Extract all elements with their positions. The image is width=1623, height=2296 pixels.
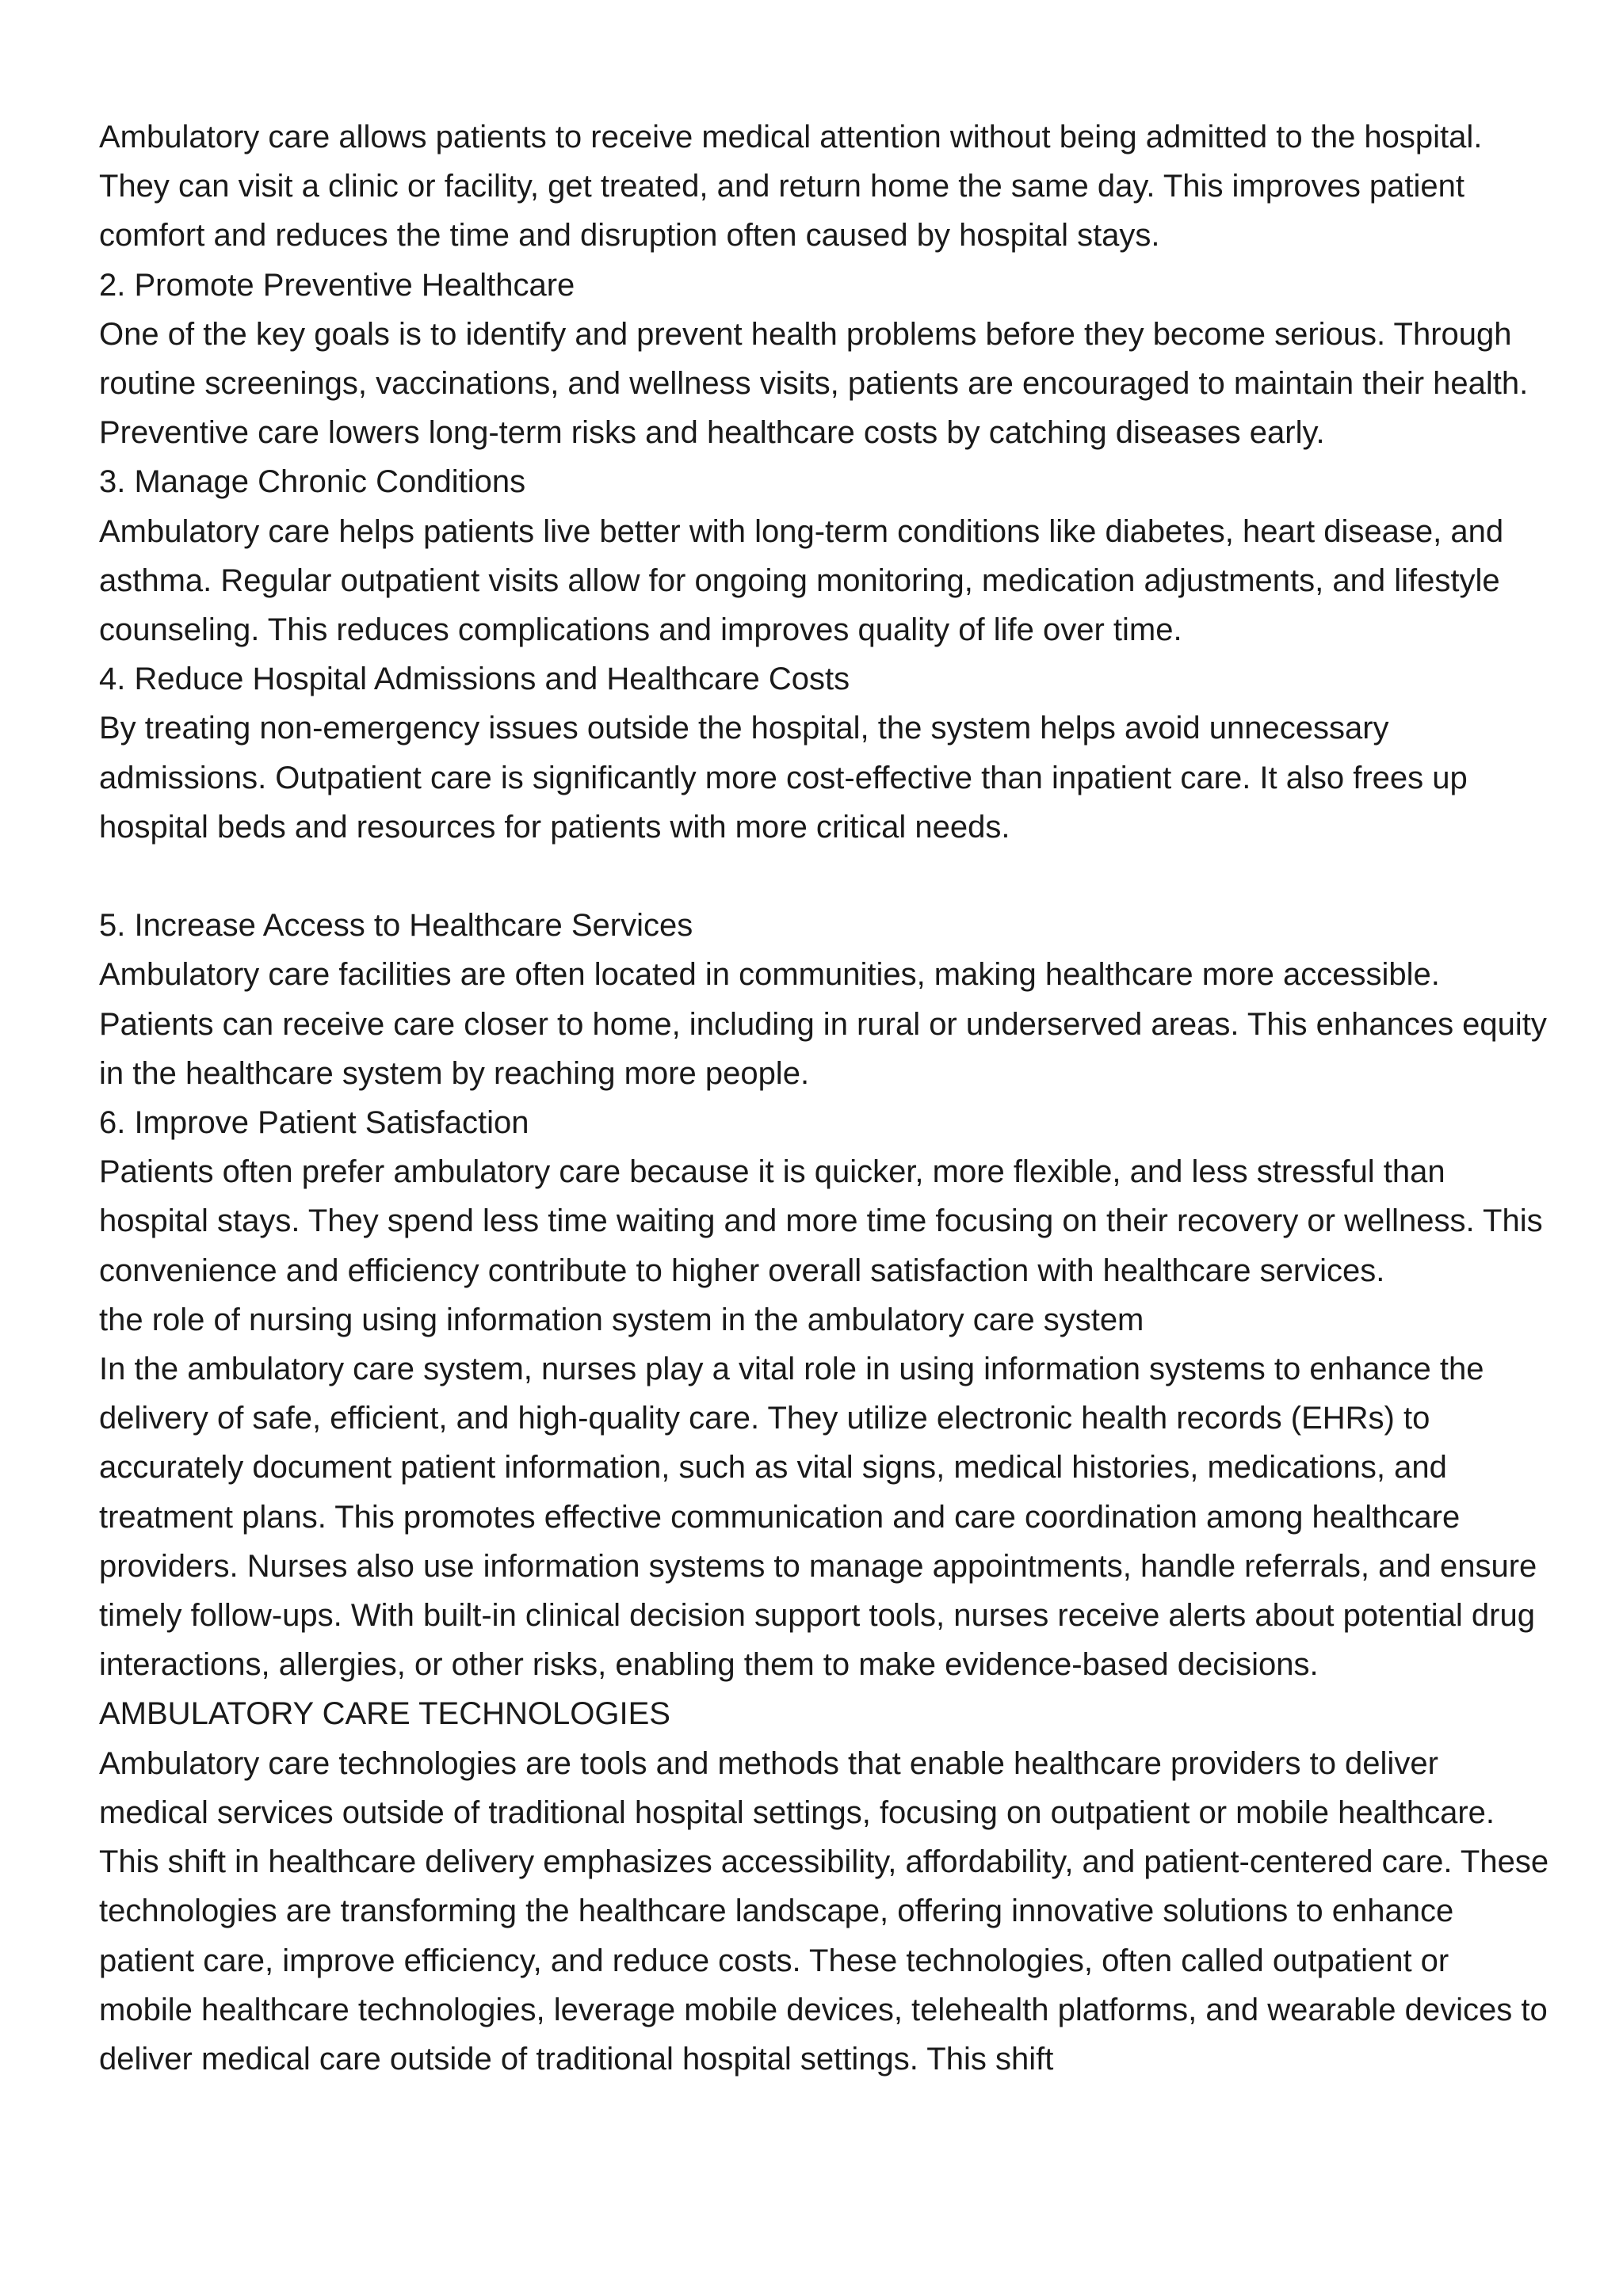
paragraph-patient-satisfaction: Patients often prefer ambulatory care because it is quicker, more flexible, and less stressful than hospital stays. They spend less time waiting and more time focusing on their recovery or wellness. This convenience and efficiency contribute to higher overall satisfaction with healthcare services.	[99, 1154, 1543, 1288]
paragraph-care-technologies: Ambulatory care technologies are tools and methods that enable healthcare providers to deliver medical services outside of traditional hospital settings, focusing on outpatient or mobile healthcare. This shift in healthcare delivery emphasizes accessibility, affordability, and patient-centered care. These technologies are transforming the healthcare landscape, offering innovative solutions to enhance patient care, improve efficiency, and reduce costs. These technologies, often called outpatient or mobile healthcare technologies, leverage mobile devices, telehealth platforms, and wearable devices to deliver medical care outside of traditional hospital settings. This shift	[99, 1745, 1549, 2077]
paragraph-preventive-healthcare: One of the key goals is to identify and prevent health problems before they become serious. Through routine screenings, vaccinations, and wellness visits, patients are encouraged to maintain their health. Preventive care lowers long-term risks and healthcare costs by catching diseases early.	[99, 316, 1529, 451]
paragraph-ambulatory-intro: Ambulatory care allows patients to receive medical attention without being admitted to the hospital. They can visit a clinic or facility, get treated, and return home the same day. This improves patient comfort and reduces the time and disruption often caused by hospital stays.	[99, 120, 1483, 254]
paragraph-increase-access: Ambulatory care facilities are often located in communities, making healthcare more accessible. Patients can receive care closer to home, including in rural or underserved areas. This enhances equity in the healthcare system by reaching more people.	[99, 957, 1547, 1091]
heading-nursing-role: the role of nursing using information system in the ambulatory care system	[99, 1302, 1144, 1337]
document-body	[99, 113, 1549, 2084]
heading-preventive-healthcare: 2. Promote Preventive Healthcare	[99, 267, 575, 303]
heading-reduce-admissions: 4. Reduce Hospital Admissions and Healthcare Costs	[99, 662, 850, 697]
heading-care-technologies: AMBULATORY CARE TECHNOLOGIES	[99, 1696, 670, 1732]
heading-increase-access: 5. Increase Access to Healthcare Services	[99, 908, 693, 944]
blank-line	[99, 852, 1549, 901]
heading-patient-satisfaction: 6. Improve Patient Satisfaction	[99, 1105, 529, 1141]
paragraph-nursing-role: In the ambulatory care system, nurses play a vital role in using information systems to enhance the delivery of safe, efficient, and high-quality care. They utilize electronic health records (EHRs) to accurately document patient information, such as vital signs, medical histories, medications, and treatment plans. This promotes effective communication and care coordination among healthcare providers. Nurses also use information systems to manage appointments, handle referrals, and ensure timely follow-ups. With built-in clinical decision support tools, nurses receive alerts about potential drug interactions, allergies, or other risks, enabling them to make evidence-based decisions.	[99, 1352, 1537, 1683]
paragraph-chronic-conditions: Ambulatory care helps patients live better with long-term conditions like diabetes, heart disease, and asthma. Regular outpatient visits allow for ongoing monitoring, medication adjustments, and lifestyle counseling. This reduces complications and improves quality of life over time.	[99, 513, 1504, 648]
heading-chronic-conditions: 3. Manage Chronic Conditions	[99, 464, 526, 500]
paragraph-reduce-admissions: By treating non-emergency issues outside the hospital, the system helps avoid unnecessary admissions. Outpatient care is significantly more cost-effective than inpatient care. It also frees up hospital beds and resources for patients with more critical needs.	[99, 711, 1468, 845]
